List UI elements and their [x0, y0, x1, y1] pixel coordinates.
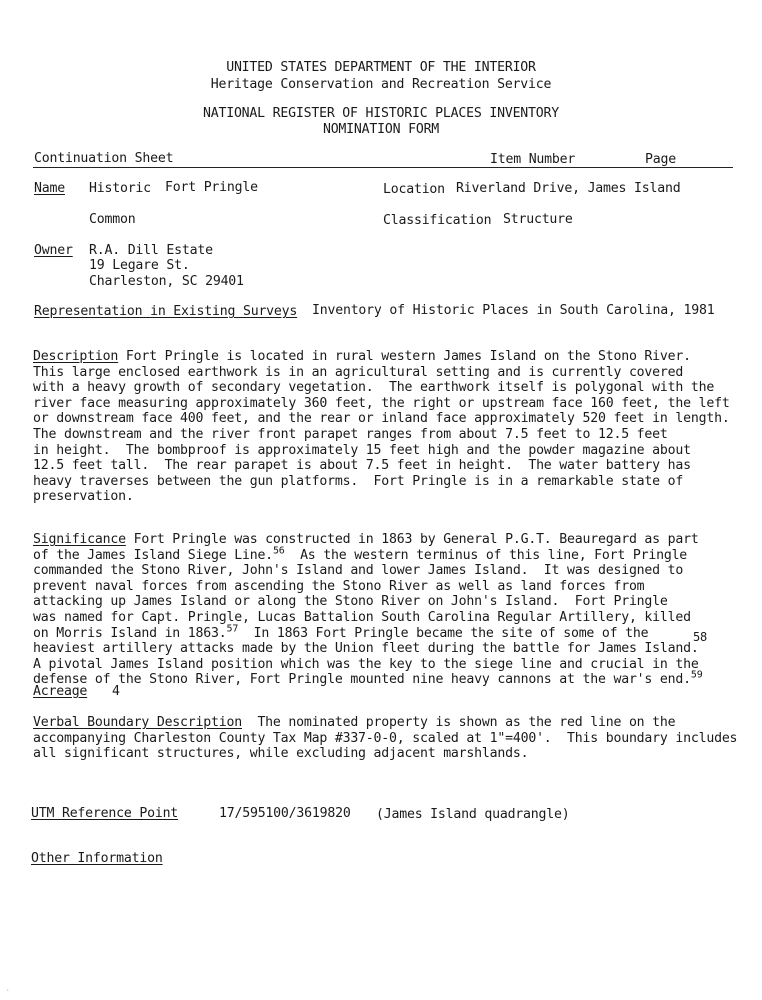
significance-line: of the James Island Siege Line. [33, 547, 273, 563]
header-rule [33, 167, 733, 168]
other-information-label: Other Information [31, 851, 163, 866]
classification-label: Classification [383, 213, 492, 228]
significance-line: prevent naval forces from ascending the Stono River as well as land forces from [33, 578, 645, 594]
significance-line: A pivotal James Island position which was the key to the siege line and crucial in the [33, 656, 699, 672]
description-block [33, 349, 733, 505]
footnote-57: 57 [226, 623, 239, 635]
classification-value: Structure [503, 212, 573, 227]
boundary-label: Verbal Boundary Description [33, 715, 242, 730]
description-line: Fort Pringle is located in rural western James Island on the Stono River. [118, 349, 691, 364]
form-title: NATIONAL REGISTER OF HISTORIC PLACES INVENTORY [202, 106, 560, 121]
footnote-56: 56 [272, 545, 285, 557]
description-line: The downstream and the river front parapet ranges from about 7.5 feet to 12.5 feet [33, 426, 668, 442]
owner-street: 19 Legare St. [89, 258, 190, 273]
utm-value: 17/595100/3619820 [219, 806, 351, 821]
description-line: in height. The bombproof is approximately 15 feet high and the powder magazine about [33, 442, 691, 458]
description-line: 12.5 feet tall. The rear parapet is about 7.5 feet in height. The water battery has [33, 458, 691, 474]
form-subtitle: NOMINATION FORM [322, 122, 440, 137]
utm-quadrangle: (James Island quadrangle) [376, 807, 570, 822]
description-line: heavy traverses between the gun platforms. Fort Pringle is in a remarkable state of [33, 473, 684, 489]
location-label: Location [383, 182, 445, 197]
description-line: river face measuring approximately 360 feet, the right or upstream face 160 feet, the left [33, 395, 730, 411]
name-label: Name [34, 181, 65, 196]
owner-label: Owner [34, 243, 73, 258]
significance-line: on Morris Island in 1863. [33, 625, 227, 641]
boundary-block [33, 715, 738, 762]
description-line: This large enclosed earthwork is in an agricultural setting and is currently covered [33, 364, 684, 380]
significance-block [33, 532, 733, 688]
description-label: Description [33, 349, 119, 364]
footnote-58: 58 [693, 630, 708, 644]
common-label: Common [89, 212, 136, 227]
significance-label: Significance [33, 532, 126, 547]
scan-mark: · [6, 987, 10, 994]
acreage-value: 4 [112, 684, 120, 699]
item-number-label: Item Number [490, 152, 576, 167]
footnote-59: 59 [690, 669, 703, 681]
boundary-line: accompanying Charleston County Tax Map #337-0-0, scaled at 1"=400'. This boundary includes [33, 730, 738, 746]
continuation-sheet-label: Continuation Sheet [34, 151, 174, 166]
page-label: Page [645, 152, 676, 167]
historic-value: Fort Pringle [165, 180, 258, 195]
significance-line: As the western terminus of this line, Fort Pringle [284, 547, 688, 563]
significance-line: was named for Capt. Pringle, Lucas Battalion South Carolina Regular Artillery, killed [33, 609, 691, 625]
boundary-line: The nominated property is shown as the red line on the [241, 715, 676, 730]
significance-line: heaviest artillery attacks made by the Union fleet during the battle for James Island. [33, 641, 699, 657]
description-line: preservation. [33, 489, 134, 505]
description-line: with a heavy growth of secondary vegetation. The earthwork itself is polygonal with the [33, 380, 715, 396]
acreage-label: Acreage [33, 684, 88, 699]
owner-name: R.A. Dill Estate [89, 243, 213, 258]
significance-line: attacking up James Island or along the Stono River on John's Island. Fort Pringle [33, 594, 668, 610]
agency-title: UNITED STATES DEPARTMENT OF THE INTERIOR [226, 60, 536, 75]
description-line: or downstream face 400 feet, and the rear or inland face approximately 520 feet in length. [33, 411, 730, 427]
significance-line: commanded the Stono River, John's Island and lower James Island. It was designed to [33, 563, 684, 579]
historic-label: Historic [89, 181, 151, 196]
location-value: Riverland Drive, James Island [456, 181, 681, 196]
surveys-label: Representation in Existing Surveys [34, 304, 298, 319]
significance-line: Fort Pringle was constructed in 1863 by General P.G.T. Beauregard as part [125, 532, 699, 547]
agency-subtitle: Heritage Conservation and Recreation Service [210, 77, 552, 92]
owner-city: Charleston, SC 29401 [89, 274, 244, 289]
boundary-line: all significant structures, while excluding adjacent marshlands. [33, 746, 529, 762]
surveys-value: Inventory of Historic Places in South Carolina, 1981 [312, 303, 715, 318]
utm-label: UTM Reference Point [31, 806, 179, 821]
significance-line: defense of the Stono River, Fort Pringle mounted nine heavy cannons at the war's end. [33, 672, 691, 688]
significance-line: In 1863 Fort Pringle became the site of some of the [238, 625, 649, 641]
